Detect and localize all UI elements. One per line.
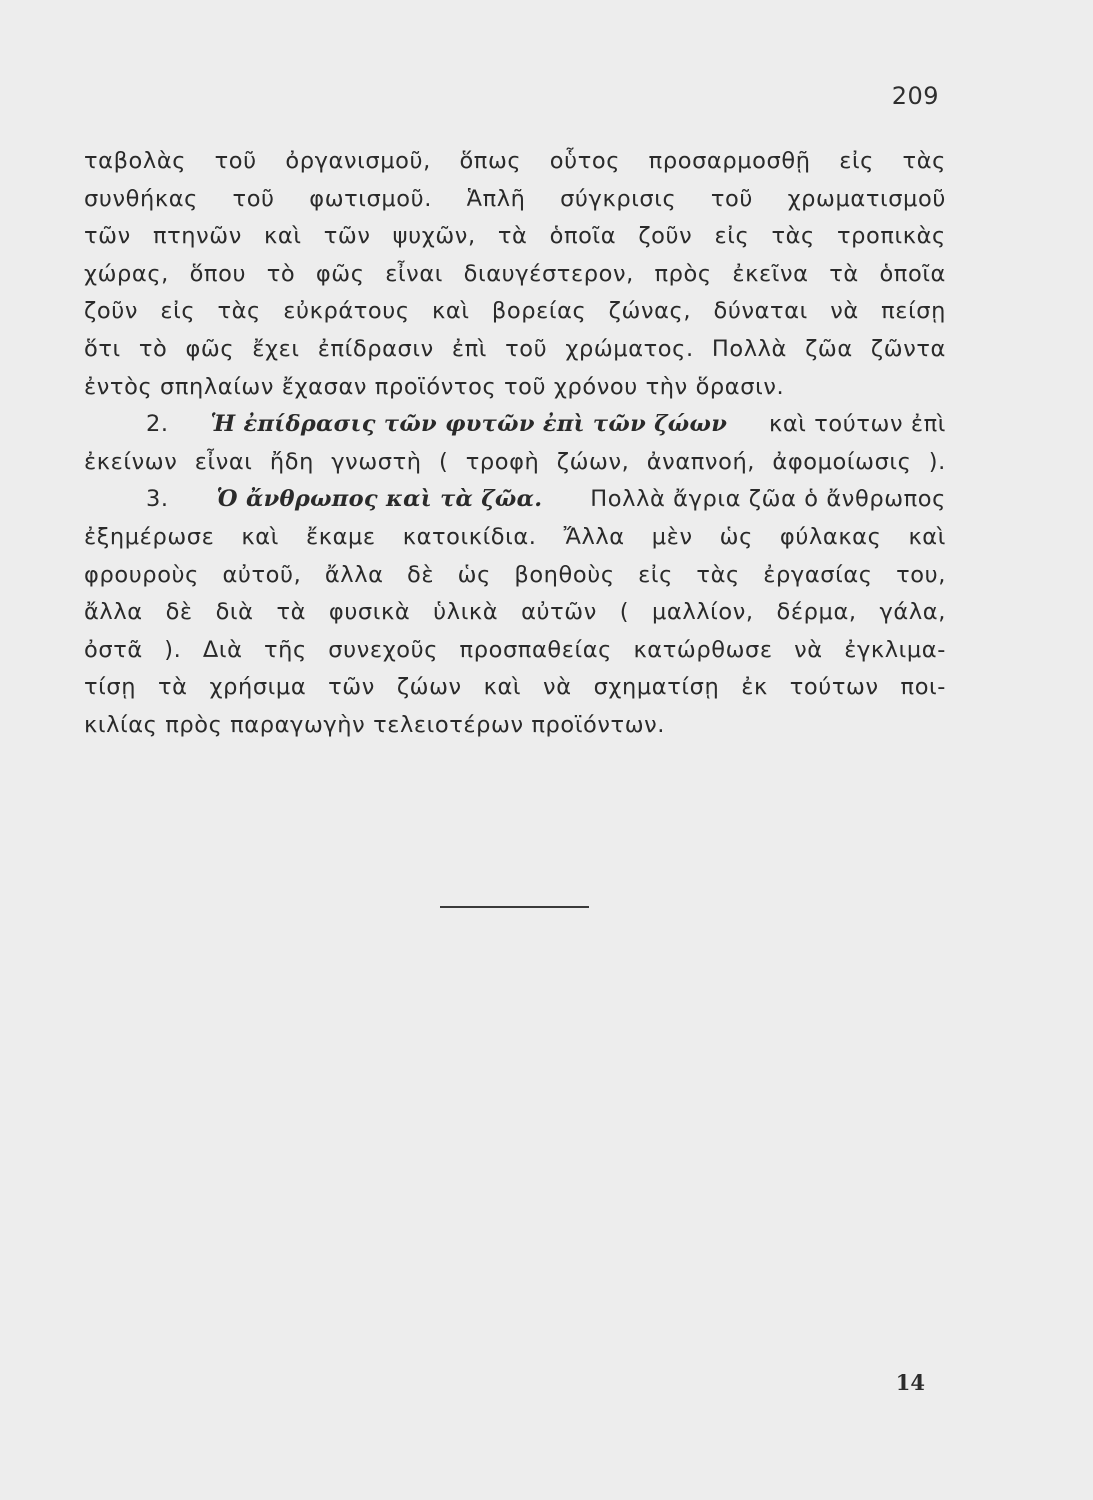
word: Πολλὰ (711, 335, 787, 362)
text-line (84, 669, 946, 707)
section-2-heading-line (84, 406, 946, 444)
word: νὰ (543, 674, 572, 701)
word: ἐκείνων (84, 448, 178, 475)
word: ἐγκλιμα- (844, 636, 946, 663)
word: εἰς (714, 223, 750, 250)
word: ἀφομοίωσις (772, 448, 912, 475)
word: τὰ (276, 599, 307, 626)
word: ἐξημέρωσε (84, 523, 215, 550)
word: ἐπὶ (451, 335, 488, 362)
word: Διὰ (202, 636, 243, 663)
word: τῶν (323, 223, 371, 250)
word: σχηματίσῃ (593, 674, 720, 701)
word: τίσῃ (84, 674, 137, 701)
word: ζώων (396, 674, 462, 701)
word: ὡς (457, 561, 491, 588)
word: καὶ (264, 223, 302, 250)
text-line (84, 181, 946, 219)
word: τροπικὰς (837, 223, 946, 250)
word: χρωματισμοῦ (787, 185, 946, 212)
word: τῆς (264, 636, 307, 663)
body-text (84, 143, 946, 745)
text-line: κιλίας πρὸς παραγωγὴν τελειοτέρων προϊόντων. (84, 711, 666, 738)
word: ζῶα (805, 335, 853, 362)
word: καὶ (908, 523, 946, 550)
section-text: καὶ τούτων ἐπὶ (768, 411, 946, 438)
word: εἰς (839, 148, 874, 174)
word: πείσῃ (881, 298, 946, 325)
word: τὰ (497, 223, 528, 250)
word: ταβολὰς (84, 148, 187, 174)
word: δέρμα, (776, 599, 857, 626)
section-title: Ὁ ἄνθρωπος καὶ τὰ ζῶα. (216, 486, 543, 513)
signature-mark: 14 (895, 1370, 925, 1395)
word: τοῦ (232, 185, 275, 212)
word: εἰς (638, 561, 673, 588)
word: αὐτοῦ, (222, 561, 302, 588)
word: ( (439, 448, 449, 475)
text-line (84, 444, 946, 482)
word: δὲ (407, 561, 435, 588)
word: του, (896, 561, 946, 588)
word: ζῶντα (870, 335, 946, 362)
word: χρήσιμα (209, 674, 307, 701)
word: κατώρθωσε (633, 636, 773, 663)
text-line (84, 218, 946, 256)
word: πτηνῶν (152, 223, 242, 250)
word: τὸ (138, 335, 168, 362)
word: τῶν (84, 223, 131, 250)
word: ἔχει (252, 335, 300, 362)
word: εὐκράτους (283, 298, 410, 325)
word: ζώνας, (608, 298, 692, 325)
word: τὸ (266, 260, 296, 287)
word: τὰς (217, 298, 261, 325)
word: ἤδη (269, 448, 314, 475)
word: προσπαθείας (459, 636, 612, 663)
word: καὶ (241, 523, 279, 550)
word: ὅπως (459, 148, 522, 174)
page-number: 209 (891, 82, 939, 110)
word: φυσικὰ (328, 599, 411, 626)
word: φωτισμοῦ. (309, 185, 433, 212)
word: εἰς (160, 298, 196, 325)
word: τοῦ (505, 335, 548, 362)
word: ὀστᾶ (84, 636, 143, 663)
word: τὰ (158, 674, 188, 701)
word: τὰς (696, 561, 740, 588)
text-line (84, 256, 946, 294)
text-line: ἐντὸς σπηλαίων ἔχασαν προϊόντος τοῦ χρόνου τὴν ὅρασιν. (84, 373, 785, 400)
word: ὅτι (84, 335, 121, 362)
word: ὡς (719, 523, 753, 550)
word: εἶναι (194, 448, 253, 475)
text-line (84, 519, 946, 557)
word: ζώων, (556, 448, 630, 475)
word: νὰ (794, 636, 823, 663)
word: τοῦ (214, 148, 257, 174)
word: τούτων (789, 674, 879, 701)
word: κατοικίδια. (402, 523, 537, 550)
word: τὰς (902, 148, 946, 174)
section-3-heading-line (84, 481, 946, 519)
word: ὀργανισμοῦ, (285, 148, 431, 174)
word: Ἄλλα (563, 523, 625, 550)
word: καὶ (432, 298, 470, 325)
word: ζοῦν (84, 298, 138, 325)
word: συνεχοῦς (328, 636, 439, 663)
text-line (84, 331, 946, 369)
word: διὰ (215, 599, 254, 626)
section-number: 3. (146, 486, 169, 513)
word: φύλακας (779, 523, 882, 550)
word: φῶς (185, 335, 235, 362)
word: βοηθοὺς (514, 561, 615, 588)
word: συνθήκας (84, 185, 198, 212)
text-line (84, 632, 946, 670)
word: δὲ (165, 599, 193, 626)
word: φῶς (315, 260, 365, 287)
word: ψυχῶν, (392, 223, 476, 250)
word: τὰς (771, 223, 815, 250)
word: γάλα, (879, 599, 946, 626)
word: Ἁπλῆ (466, 185, 526, 212)
word: δύναται (713, 298, 808, 325)
word: ἐκ (741, 674, 768, 701)
word: ἄλλα (84, 599, 143, 626)
word: προσαρμοσθῇ (648, 148, 811, 174)
word: ἐργασίας (763, 561, 873, 588)
text-line (84, 293, 946, 331)
word: χώρας, (84, 260, 169, 287)
word: πρὸς (654, 260, 712, 287)
word: νὰ (830, 298, 859, 325)
section-title: Ἡ ἐπίδρασις τῶν φυτῶν ἐπὶ τῶν ζώων (210, 411, 728, 438)
word: ἔκαμε (305, 523, 376, 550)
word: ὁποῖα (549, 223, 617, 250)
word: ζοῦν (638, 223, 693, 250)
word: ὑλικὰ (433, 599, 499, 626)
word: ὁποῖα (879, 260, 946, 287)
text-line (84, 557, 946, 595)
section-text: Πολλὰ ἄγρια ζῶα ὁ ἄνθρωπος (590, 486, 946, 513)
horizontal-rule (440, 906, 589, 908)
word: ἐπίδρασιν (317, 335, 434, 362)
word: μὲν (651, 523, 693, 550)
word: χρώματος. (565, 335, 694, 362)
text-line (84, 143, 946, 181)
word: τῶν (328, 674, 375, 701)
word: μαλλίον, (652, 599, 754, 626)
word: σύγκρισις (560, 185, 677, 212)
word: διαυγέστερον, (463, 260, 634, 287)
word: ἐκεῖνα (732, 260, 809, 287)
word: τὰ (829, 260, 859, 287)
text-line (84, 594, 946, 632)
word: ). (164, 636, 182, 663)
word: οὗτος (549, 148, 621, 174)
word: ποι- (900, 674, 946, 701)
word: φρουροὺς (84, 561, 199, 588)
word: ἄλλα (324, 561, 384, 588)
word: ἀναπνοή, (646, 448, 756, 475)
word: ὅπου (189, 260, 247, 287)
word: ). (928, 448, 946, 475)
word: καὶ (483, 674, 522, 701)
word: τοῦ (710, 185, 753, 212)
word: αὐτῶν (521, 599, 597, 626)
word: ( (619, 599, 630, 626)
word: εἶναι (385, 260, 443, 287)
word: βορείας (491, 298, 587, 325)
section-number: 2. (146, 411, 169, 438)
word: γνωστὴ (331, 448, 422, 475)
word: τροφὴ (465, 448, 540, 475)
